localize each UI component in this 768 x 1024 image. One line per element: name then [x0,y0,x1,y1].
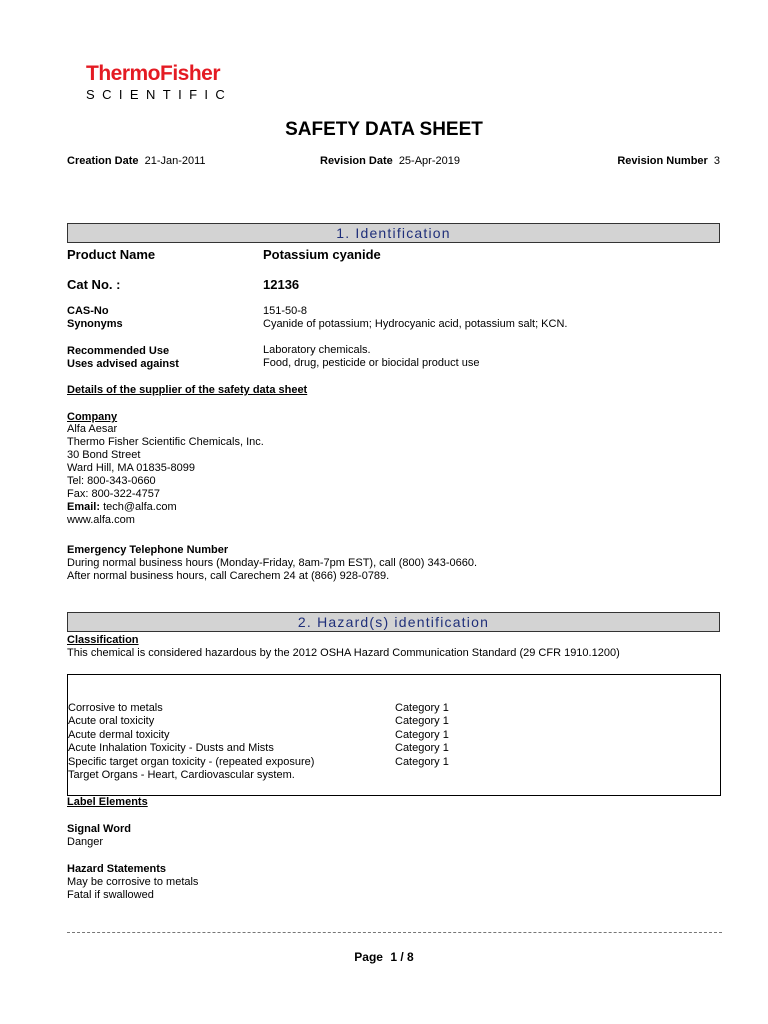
signal-word-value: Danger [67,836,104,848]
hazard-name: Acute dermal toxicity [68,728,170,741]
website-link[interactable]: www.alfa.com [67,514,135,526]
page-indicator [0,950,768,964]
hazard-name: Acute Inhalation Toxicity - Dusts and Mists [68,742,274,755]
cat-no-value: 12136 [263,277,300,292]
page-number: 1 / 8 [390,950,414,964]
synonyms-label: Synonyms [67,318,123,330]
synonyms-value: Cyanide of potassium; Hydrocyanic acid, potassium salt; KCN. [263,318,568,330]
uses-against-value: Food, drug, pesticide or biocidal product use [263,357,480,369]
product-name-value: Potassium cyanide [263,247,381,262]
hazard-category: Category 1 [395,702,449,714]
classification-text: This chemical is considered hazardous by the 2012 OSHA Hazard Communication Standard (29 CFR 1910.1200) [67,647,620,659]
hazard-row [68,702,708,715]
footer-divider [67,932,722,933]
target-organs: Target Organs - Heart, Cardiovascular system. [68,768,295,781]
revision-number-label: Revision Number [617,155,708,167]
page-title: SAFETY DATA SHEET [285,119,483,140]
product-name-label: Product Name [67,247,156,262]
company-line: Thermo Fisher Scientific Chemicals, Inc. [67,436,264,448]
revision-date-value: 25-Apr-2019 [398,155,460,167]
recommended-use-label: Recommended Use [67,345,170,357]
hazard-category: Category 1 [395,742,449,755]
signal-word-heading: Signal Word [67,823,131,835]
hazard-statement: Fatal if swallowed [67,889,154,901]
hazard-classification-list [68,702,708,782]
company-line: Ward Hill, MA 01835-8099 [67,462,195,474]
emergency-info [67,557,477,583]
cas-label: CAS-No [67,305,109,317]
email-value[interactable]: tech@alfa.com [103,501,177,513]
cat-no-label: Cat No. : [67,277,121,292]
hazard-name: Acute oral toxicity [68,715,155,728]
revision-date-label: Revision Date [320,155,393,167]
hazard-category: Category 1 [395,755,449,768]
company-line: Alfa Aesar [67,423,118,435]
hazard-statements-list [67,876,198,902]
section-hazard-header: 2. Hazard(s) identification [67,612,720,632]
cas-value: 151-50-8 [263,305,308,317]
hazard-name: Corrosive to metals [68,702,163,714]
recommended-use-value: Laboratory chemicals. [263,344,371,356]
emergency-line: After normal business hours, call Carechem 24 at (866) 928-0789. [67,570,390,582]
company-line: Tel: 800-343-0660 [67,475,156,487]
company-line: 30 Bond Street [67,449,141,461]
hazard-row [68,742,708,755]
section-identification-header: 1. Identification [67,223,720,243]
hazard-row [68,756,708,769]
hazard-category: Category 1 [395,715,449,728]
hazard-name: Specific target organ toxicity - (repeated exposure) [68,755,315,768]
page-label: Page [354,950,383,964]
creation-date-value: 21-Jan-2011 [144,155,206,167]
uses-against-label: Uses advised against [67,358,179,370]
creation-date-label: Creation Date [67,155,139,167]
company-address [67,423,264,527]
revision-number [617,155,720,168]
hazard-statement: May be corrosive to metals [67,876,199,888]
hazard-row [68,729,708,742]
revision-number-value: 3 [713,155,720,167]
company-heading: Company [67,411,118,423]
creation-date [67,155,206,168]
thermofisher-logo: ThermoFisher [86,62,221,85]
supplier-heading: Details of the supplier of the safety data sheet [67,384,308,396]
company-line: Fax: 800-322-4757 [67,488,160,500]
hazard-category: Category 1 [395,728,449,741]
label-elements-heading: Label Elements [67,796,148,808]
hazard-statements-heading: Hazard Statements [67,863,167,875]
hazard-row [68,715,708,728]
emergency-line: During normal business hours (Monday-Friday, 8am-7pm EST), call (800) 343-0660. [67,557,478,569]
scientific-logo-text: SCIENTIFIC [86,87,233,102]
emergency-heading: Emergency Telephone Number [67,544,229,556]
email-label: Email: [67,501,101,513]
revision-date [320,155,460,168]
email-line [67,501,264,514]
classification-heading: Classification [67,634,139,646]
